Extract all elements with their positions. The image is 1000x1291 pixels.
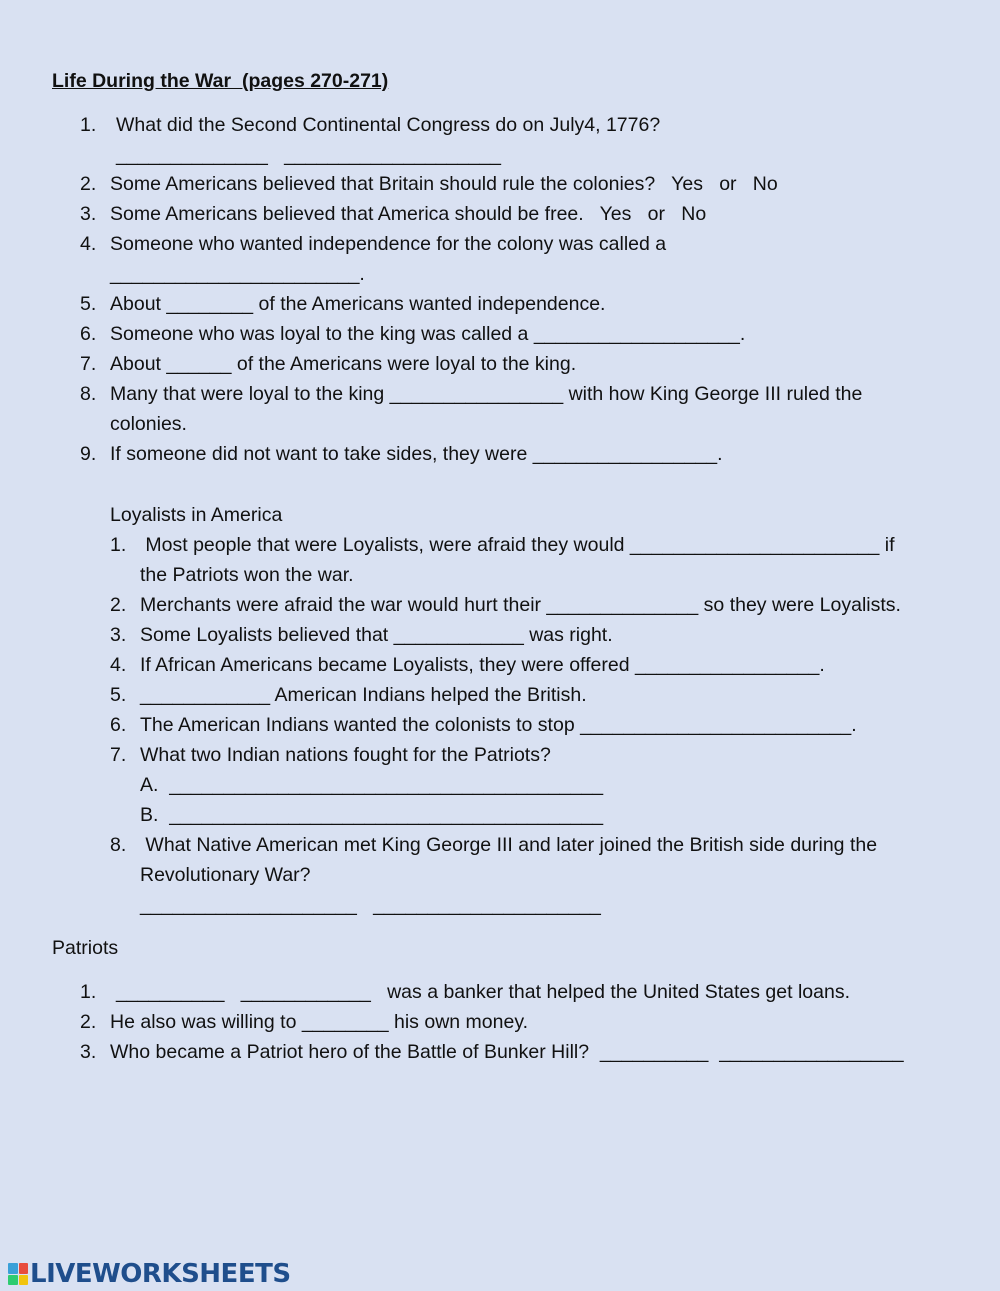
answer-blank[interactable]: ____________________ _____________________	[140, 894, 601, 916]
question-number: 5.	[80, 293, 97, 315]
question-number: 6.	[110, 714, 127, 736]
question-number: 1.	[80, 981, 97, 1003]
logo-text: LIVEWORKSHEETS	[30, 1259, 291, 1289]
answer-blank-a[interactable]: A. ________________________________________	[140, 774, 604, 796]
question-number: 4.	[110, 654, 127, 676]
question-text: What did the Second Continental Congress do on July4, 1776?	[116, 114, 661, 136]
question-number: 2.	[110, 594, 127, 616]
logo-grid-icon	[8, 1263, 28, 1285]
question-text[interactable]: __________ ____________ was a banker that helped the United States get loans.	[116, 981, 850, 1003]
page-title: Life During the War (pages 270-271)	[52, 70, 389, 92]
section-heading-patriots: Patriots	[52, 937, 119, 959]
question-text-continued: the Patriots won the war.	[140, 564, 354, 586]
question-number: 3.	[110, 624, 127, 646]
question-number: 1.	[110, 534, 127, 556]
question-text[interactable]: ____________ American Indians helped the British.	[140, 684, 587, 706]
question-text[interactable]: Merchants were afraid the war would hurt their ______________ so they were Loyalists.	[140, 594, 901, 616]
question-number: 5.	[110, 684, 127, 706]
answer-blank[interactable]: ______________ ____________________	[116, 144, 501, 166]
question-text[interactable]: Many that were loyal to the king ________________ with how King George III ruled the	[110, 383, 863, 405]
question-text[interactable]: Some Americans believed that America should be free. Yes or No	[110, 203, 707, 225]
question-text: What two Indian nations fought for the Patriots?	[140, 744, 551, 766]
question-number: 8.	[80, 383, 97, 405]
answer-blank[interactable]: _______________________.	[110, 263, 365, 285]
question-number: 4.	[80, 233, 97, 255]
question-number: 3.	[80, 203, 97, 225]
question-text[interactable]: If African Americans became Loyalists, they were offered _________________.	[140, 654, 825, 676]
question-text[interactable]: Someone who was loyal to the king was called a ___________________.	[110, 323, 746, 345]
question-number: 2.	[80, 173, 97, 195]
question-text[interactable]: The American Indians wanted the colonists to stop _________________________.	[140, 714, 857, 736]
question-text: What Native American met King George III and later joined the British side during the	[140, 834, 878, 856]
question-text: Someone who wanted independence for the colony was called a	[110, 233, 667, 255]
question-number: 7.	[110, 744, 127, 766]
section-heading-loyalists: Loyalists in America	[110, 504, 283, 526]
question-text-continued: colonies.	[110, 413, 187, 435]
liveworksheets-logo	[8, 1259, 291, 1289]
question-text[interactable]: He also was willing to ________ his own money.	[110, 1011, 529, 1033]
question-number: 1.	[80, 114, 97, 136]
question-number: 7.	[80, 353, 97, 375]
answer-blank-b[interactable]: B. ________________________________________	[140, 804, 604, 826]
question-number: 9.	[80, 443, 97, 465]
question-text[interactable]: Who became a Patriot hero of the Battle of Bunker Hill? __________ _________________	[110, 1041, 904, 1063]
question-number: 6.	[80, 323, 97, 345]
question-number: 2.	[80, 1011, 97, 1033]
question-number: 8.	[110, 834, 127, 856]
question-text[interactable]: About ______ of the Americans were loyal to the king.	[110, 353, 577, 375]
question-text[interactable]: Some Loyalists believed that ____________ was right.	[140, 624, 613, 646]
question-number: 3.	[80, 1041, 97, 1063]
question-text[interactable]: Some Americans believed that Britain should rule the colonies? Yes or No	[110, 173, 778, 195]
question-text[interactable]: Most people that were Loyalists, were afraid they would _______________________ if	[140, 534, 895, 556]
question-text[interactable]: If someone did not want to take sides, they were _________________.	[110, 443, 723, 465]
question-text[interactable]: About ________ of the Americans wanted independence.	[110, 293, 606, 315]
question-text-continued: Revolutionary War?	[140, 864, 311, 886]
